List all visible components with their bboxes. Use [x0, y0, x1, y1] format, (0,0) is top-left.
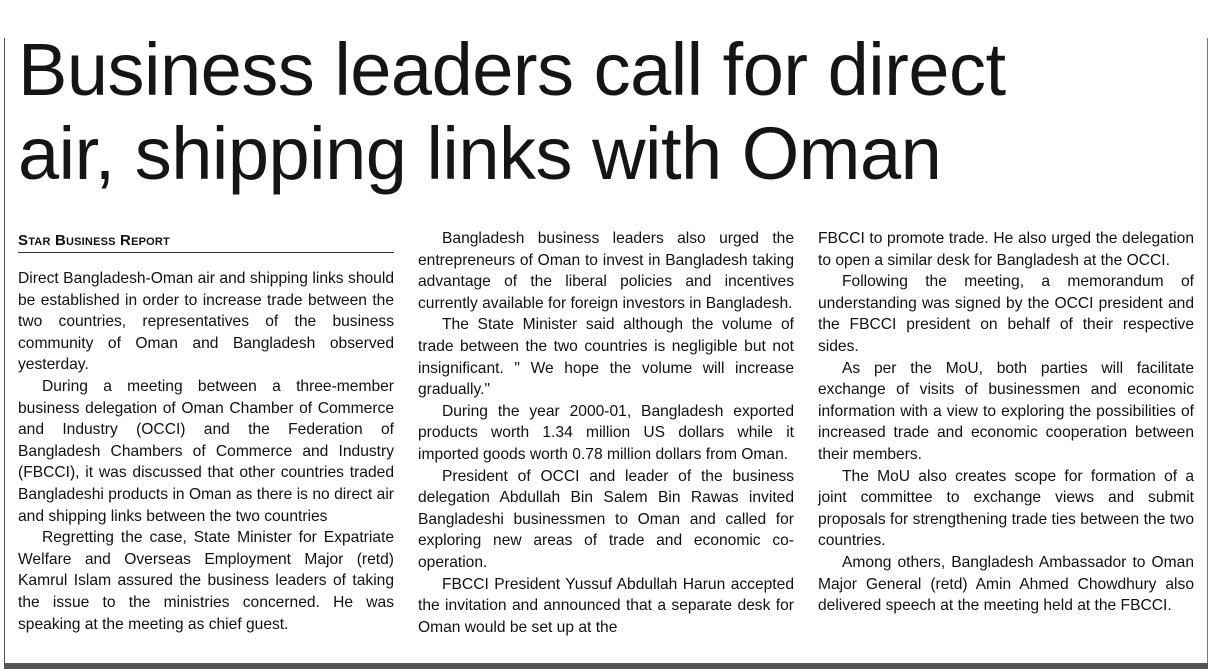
headline: [18, 28, 1208, 196]
paragraph: FBCCI President Yussuf Abdullah Harun accepted the invitation and announced that a separate desk for Oman would be set up at the: [418, 575, 794, 636]
paragraph: FBCCI to promote trade. He also urged the delegation to open a similar desk for Bangladesh at the OCCI.: [818, 230, 1194, 269]
article-column-1: [18, 268, 394, 635]
paragraph: During the year 2000-01, Bangladesh exported products worth 1.34 million US dollars while it imported goods worth 0.78 million dollars from Oman.: [418, 402, 794, 463]
headline-line-2: air, shipping links with Oman: [18, 112, 942, 195]
paragraph: Following the meeting, a memorandum of understanding was signed by the OCCI president and the FBCCI president on behalf of their respective sides.: [818, 273, 1194, 355]
paragraph: Direct Bangladesh-Oman air and shipping links should be established in order to increase trade between the two countries, representatives of the business community of Oman and Bangladesh observed yesterday.: [18, 270, 394, 374]
paragraph: The State Minister said although the volume of trade between the two countries is negligible but not insignificant. " We hope the volume will increase gradually.": [418, 316, 794, 399]
bottom-border-rule: [4, 663, 1208, 669]
paragraph: Regretting the case, State Minister for Expatriate Welfare and Overseas Employment Major (retd) Kamrul Islam assured the business leaders of taking the issue to the ministries concerned. He was speaking at the meeting as chief guest.: [18, 529, 394, 633]
paragraph: As per the MoU, both parties will facilitate exchange of visits of businessmen and economic information with a view to exploring the possibilities of increased trade and economic cooperation between their members.: [818, 359, 1194, 463]
paragraph: The MoU also creates scope for formation of a joint committee to exchange views and submit proposals for strengthening trade ties between the two countries.: [818, 467, 1194, 550]
article-column-3: [818, 228, 1194, 617]
byline: Star Business Report: [18, 232, 394, 253]
paragraph: Among others, Bangladesh Ambassador to Oman Major General (retd) Amin Ahmed Chowdhury also delivered speech at the meeting held at the FBCCI.: [818, 553, 1194, 615]
paragraph: Bangladesh business leaders also urged the entrepreneurs of Oman to invest in Bangladesh taking advantage of the liberal policies and incentives currently available for foreign investors in Bangladesh.: [418, 230, 794, 312]
paragraph: During a meeting between a three-member business delegation of Oman Chamber of Commerce and Industry (OCCI) and the Federation of Bangladesh Chambers of Commerce and Industry (FBCCI), it was discussed that other countries traded Bangladeshi products in Oman as there is no direct air and shipping links between the two countries: [18, 377, 394, 525]
paragraph: President of OCCI and leader of the business delegation Abdullah Bin Salem Bin Rawas invited Bangladeshi businessmen to Oman and called for exploring new areas of trade and economic co-operation.: [418, 467, 794, 571]
article-column-2: [418, 228, 794, 638]
left-border-rule: [4, 38, 5, 669]
headline-line-1: Business leaders call for direct: [18, 28, 1006, 111]
